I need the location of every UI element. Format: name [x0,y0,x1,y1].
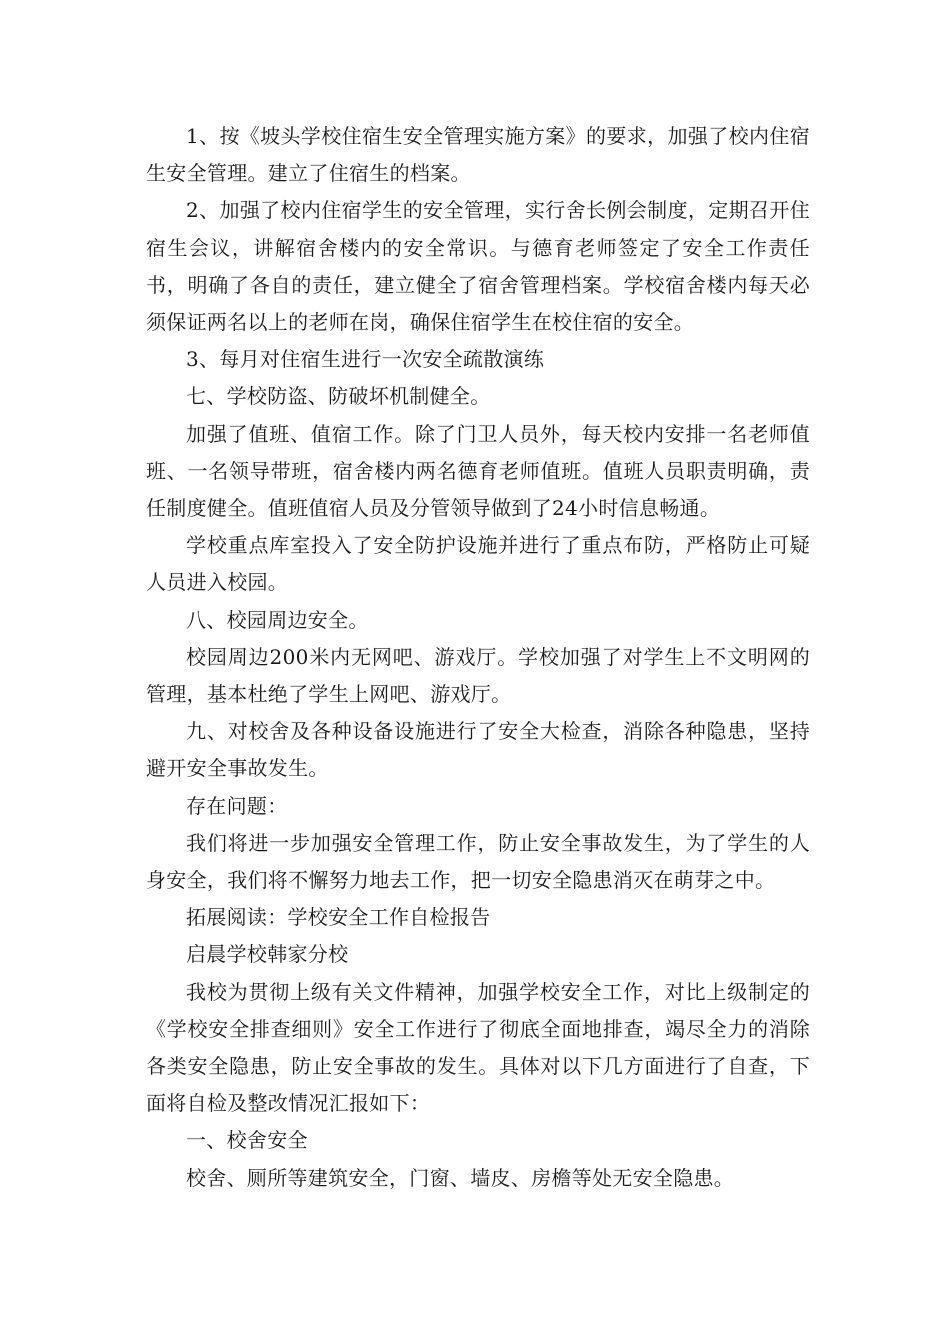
paragraph-commitment: 我们将进一步加强安全管理工作，防止安全事故发生，为了学生的人身安全，我们将不懈努力地去工作，把一切安全隐患消灭在萌芽之中。 [146,830,810,893]
section-heading-anti-theft: 七、学校防盗、防破坏机制健全。 [186,384,491,409]
section-heading-problems: 存在问题： [186,793,288,818]
paragraph-duty-shifts: 加强了值班、值宿工作。除了门卫人员外，每天校内安排一名老师值班、一名领导带班，宿舍楼内两名德育老师值班。值班人员职责明确，责任制度健全。值班值宿人员及分管领导做到了24小时信息畅通。 [146,421,810,521]
paragraph-dorm-management: 2、加强了校内住宿学生的安全管理，实行舍长例会制度，定期召开住宿生会议，讲解宿舍楼内的安全常识。与德育老师签定了安全工作责任书，明确了各自的责任，建立健全了宿舍管理档案。学校宿舍楼内每天必须保证两名以上的老师在岗，确保住宿学生在校住宿的安全。 [146,198,810,335]
section-heading-building-safety: 一、校舍安全 [186,1128,308,1153]
school-name: 启晨学校韩家分校 [186,942,349,967]
paragraph-dorm-plan: 1、按《坡头学校住宿生安全管理实施方案》的要求，加强了校内住宿生安全管理。建立了住宿生的档案。 [146,124,810,186]
paragraph-storage-protection: 学校重点库室投入了安全防护设施并进行了重点布防，严格防止可疑人员进入校园。 [146,533,810,595]
section-heading-surroundings: 八、校园周边安全。 [186,607,369,632]
document-body [146,118,810,1197]
section-heading-inspection: 九、对校舍及各种设备设施进行了安全大检查，消除各种隐患，坚持避开安全事故发生。 [146,719,810,781]
paragraph-evacuation-drill: 3、每月对住宿生进行一次安全疏散演练 [186,347,545,372]
paragraph-self-inspection-intro: 我校为贯彻上级有关文件精神，加强学校安全工作，对比上级制定的《学校安全排查细则》安全工作进行了彻底全面地排查，竭尽全力的消除各类安全隐患，防止安全事故的发生。具体对以下几方面进行了自查，下面将自检及整改情况汇报如下： [146,979,810,1116]
paragraph-building-safety: 校舍、厕所等建筑安全，门窗、墙皮、房檐等处无安全隐患。 [186,1165,735,1190]
extended-reading-title: 拓展阅读：学校安全工作自检报告 [186,905,491,930]
paragraph-surroundings: 校园周边200米内无网吧、游戏厅。学校加强了对学生上不文明网的管理，基本杜绝了学生上网吧、游戏厅。 [146,644,810,707]
